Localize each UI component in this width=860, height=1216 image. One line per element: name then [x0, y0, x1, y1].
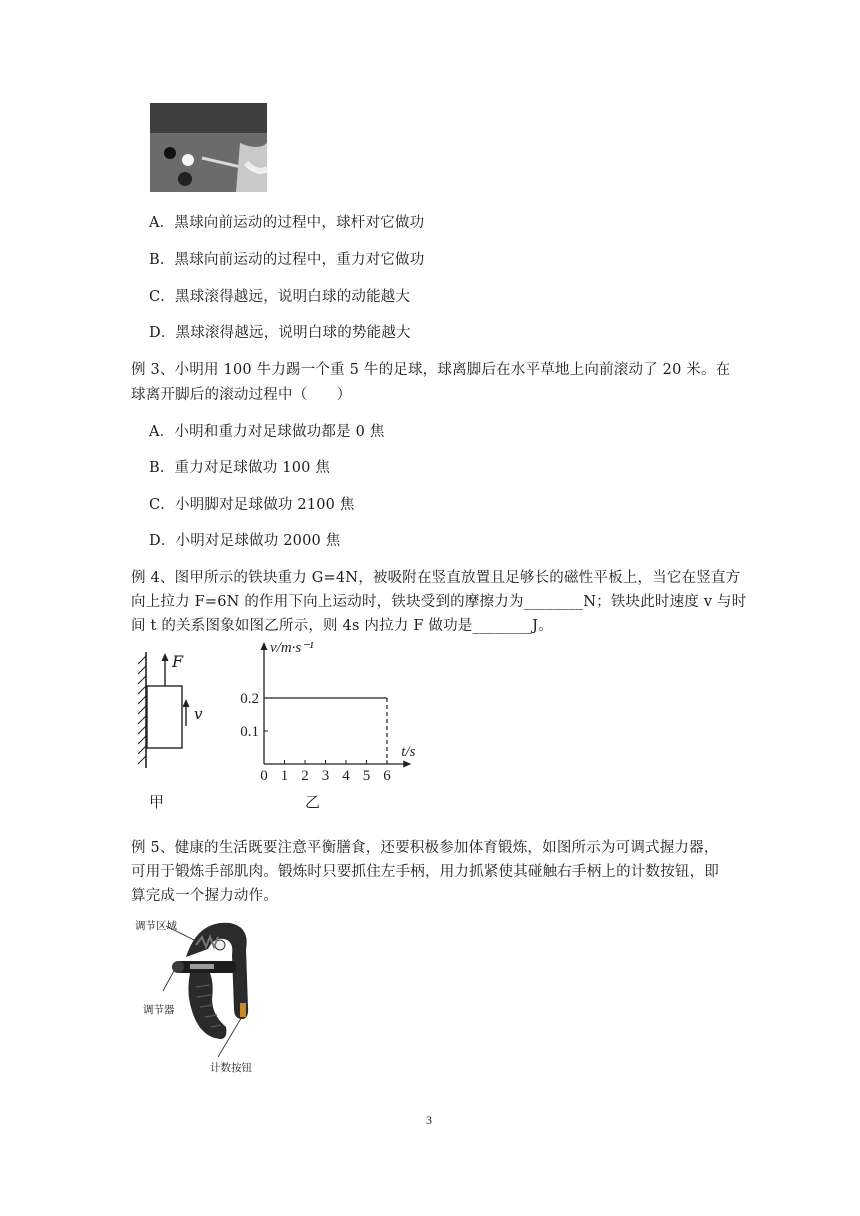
q3-stem-line1: 例 3、小明用 100 牛力踢一个重 5 牛的足球，球离脚后在水平草地上向前滚动了 20 米。在 — [131, 362, 731, 378]
q3-stem-line2: 球离开脚后的滚动过程中（ ） — [131, 387, 352, 403]
y-axis-arrow — [261, 642, 268, 650]
page-number: 3 — [426, 1113, 432, 1127]
x-tick-label: 4 — [342, 768, 350, 784]
y-axis-label: v/m·s⁻¹ — [270, 640, 314, 656]
q2-option-b: B．黑球向前运动的过程中，重力对它做功 — [149, 252, 425, 268]
q2-option-d: D．黑球滚得越远，说明白球的势能越大 — [149, 325, 411, 341]
q3-option-a: A．小明和重力对足球做功都是 0 焦 — [149, 424, 385, 440]
q5-stem-line1: 例 5、健康的生活既要注意平衡膳食，还要积极参加体育锻炼，如图所示为可调式握力器， — [131, 840, 719, 856]
q3-option-b: B．重力对足球做功 100 焦 — [149, 460, 331, 476]
x-tick-label: 2 — [301, 768, 309, 784]
x-tick-label: 0 — [260, 768, 268, 784]
label-adjuster: 调节器 — [143, 1004, 175, 1016]
q5-stem-line3: 算完成一个握力动作。 — [131, 888, 278, 904]
q4-stem-line3: 间 t 的关系图象如图乙所示，则 4s 内拉力 F 做功是________J。 — [131, 618, 553, 634]
q5-stem-line2: 可用于锻炼手部肌肉。锻炼时只要抓住左手柄，用力抓紧使其碰触右手柄上的计数按钮，即 — [131, 864, 719, 880]
billiards-photo — [150, 103, 267, 192]
q3-option-d: D．小明对足球做功 2000 焦 — [149, 533, 341, 549]
q4-stem-line2: 向上拉力 F=6N 的作用下向上运动时，铁块受到的摩擦力为________N；铁块此时速度 v 与时 — [131, 594, 747, 610]
q3-option-c: C．小明脚对足球做功 2100 焦 — [149, 497, 355, 513]
force-label-f: F — [172, 652, 184, 671]
y-tick-label: 0.2 — [240, 691, 259, 707]
label-adjust-area: 调节区域 — [135, 920, 177, 932]
vt-graph — [230, 636, 440, 786]
hand-grip-illustration — [128, 915, 268, 1075]
x-axis-arrow — [403, 761, 411, 768]
figure-yi-caption: 乙 — [305, 793, 321, 811]
figure-jia-caption: 甲 — [149, 793, 165, 811]
label-count-button: 计数按钮 — [210, 1062, 252, 1074]
q2-option-a: A．黑球向前运动的过程中，球杆对它做功 — [149, 215, 425, 231]
velocity-label-v: v — [194, 705, 203, 723]
x-tick-label: 1 — [280, 768, 289, 784]
q4-stem-line1: 例 4、图甲所示的铁块重力 G=4N，被吸附在竖直放置且足够长的磁性平板上，当它在竖直方 — [131, 570, 741, 586]
x-axis-label: t/s — [401, 744, 416, 760]
y-tick-label: 0.1 — [240, 724, 259, 740]
q2-option-c: C．黑球滚得越远，说明白球的动能越大 — [149, 289, 411, 305]
x-tick-label: 3 — [321, 768, 330, 784]
x-tick-label: 5 — [362, 768, 371, 784]
x-tick-label: 6 — [383, 768, 391, 784]
